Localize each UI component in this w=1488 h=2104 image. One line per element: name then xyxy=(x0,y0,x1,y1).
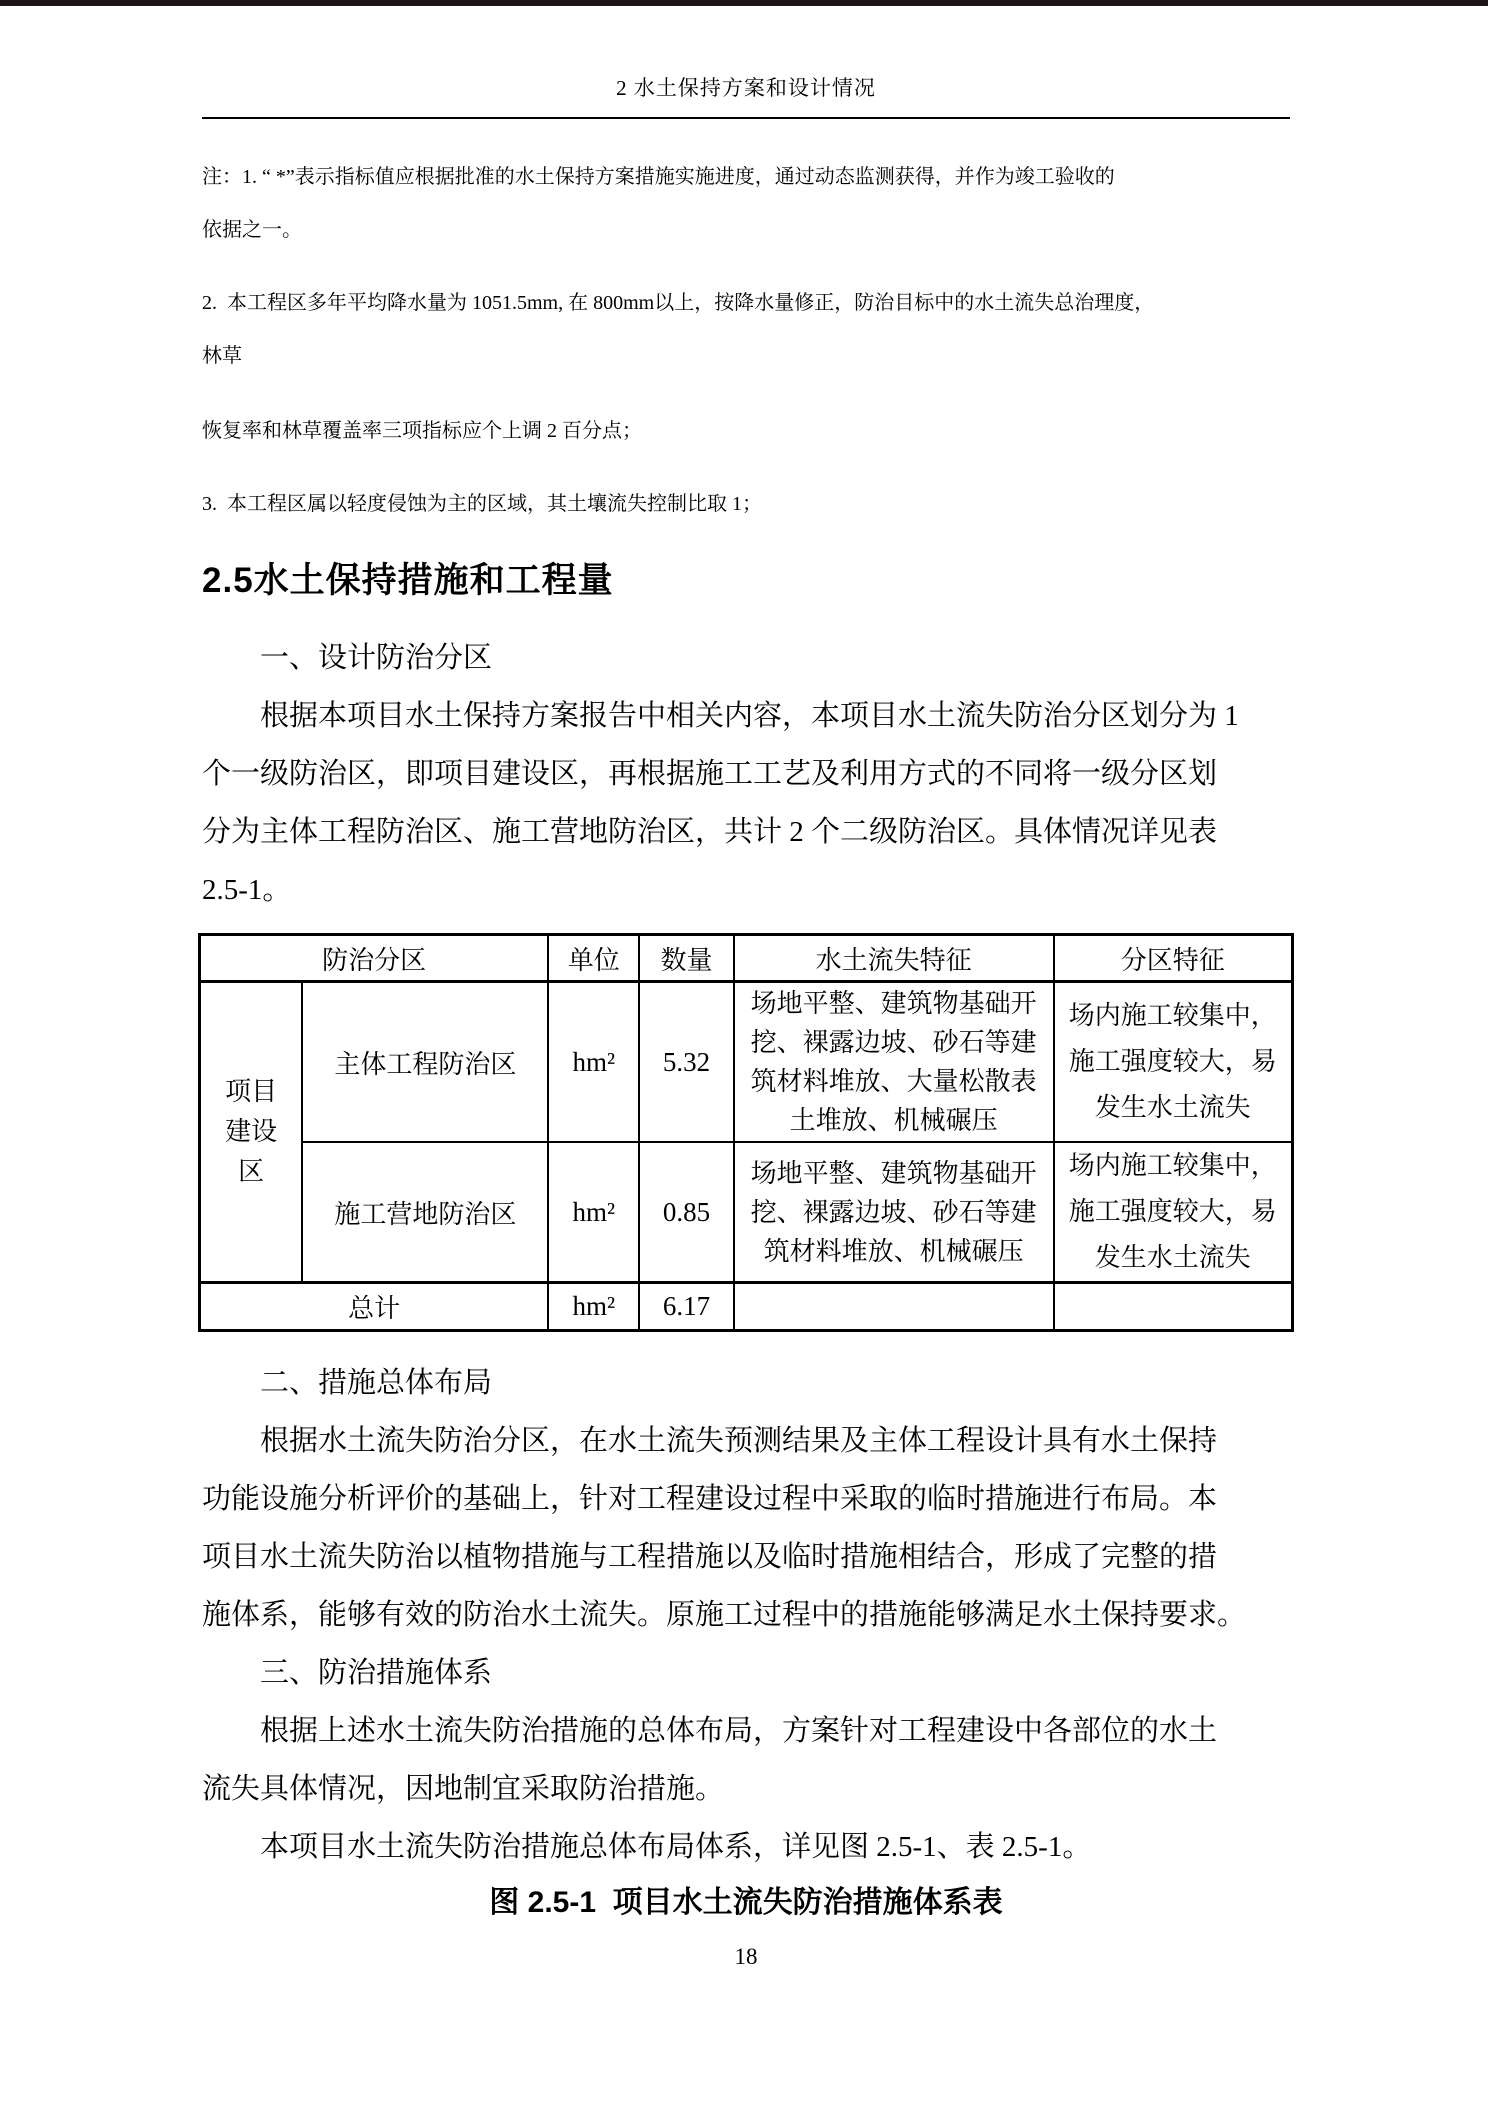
subsection-design-zoning: 一、设计防治分区 xyxy=(260,642,493,674)
group-label-line: 项目 xyxy=(225,1077,278,1106)
cell-qty: 5.32 xyxy=(639,982,734,1143)
page-number: 18 xyxy=(734,1944,758,1969)
subsection-overall-layout: 二、措施总体布局 xyxy=(260,1367,493,1399)
cell-zone-name: 主体工程防治区 xyxy=(302,982,548,1143)
note-line: 注：1. “ *”表示指标值应根据批准的水土保持方案措施实施进度，通过动态监测获得，并作为竣工验收的 xyxy=(202,166,1115,188)
paragraph-line: 项目水土流失防治以植物措施与工程措施以及临时措施相结合，形成了完整的措 xyxy=(202,1541,1218,1573)
figure-caption: 图 2.5-1 项目水土流失防治措施体系表 xyxy=(489,1886,1003,1919)
note-line: 依据之一。 xyxy=(202,219,302,241)
col-header-zone-feature: 分区特征 xyxy=(1054,935,1293,982)
header-rule xyxy=(202,117,1290,119)
paragraph-measures xyxy=(202,1702,1290,1818)
paragraph-line: 个一级防治区，即项目建设区，再根据施工工艺及利用方式的不同将一级分区划 xyxy=(202,758,1218,790)
cell-unit: hm² xyxy=(548,1142,639,1283)
running-header: 2 水土保持方案和设计情况 xyxy=(616,76,876,100)
table-row xyxy=(200,1142,1293,1283)
row-group-label xyxy=(200,982,303,1283)
note-line: 恢复率和林草覆盖率三项指标应个上调 2 百分点； xyxy=(202,420,642,442)
col-header-qty: 数量 xyxy=(639,935,734,982)
cell-qty: 0.85 xyxy=(639,1142,734,1283)
notes-block xyxy=(202,151,1290,531)
paragraph-reference: 本项目水土流失防治措施总体布局体系，详见图 2.5-1、表 2.5-1。 xyxy=(260,1831,1092,1863)
section-heading: 2.5水土保持措施和工程量 xyxy=(202,561,614,600)
cell-qty: 6.17 xyxy=(639,1283,734,1331)
cell-feature: 场地平整、建筑物基础开挖、裸露边坡、砂石等建筑材料堆放、大量松散表土堆放、机械碾压 xyxy=(734,982,1054,1143)
subsection-measure-system: 三、防治措施体系 xyxy=(260,1657,493,1689)
cell-zone-feature: 场内施工较集中，施工强度较大，易发生水土流失 xyxy=(1054,1142,1293,1283)
col-header-unit: 单位 xyxy=(548,935,639,982)
paragraph-line: 功能设施分析评价的基础上，针对工程建设过程中采取的临时措施进行布局。本 xyxy=(202,1483,1218,1515)
paragraph-line: 根据水土流失防治分区，在水土流失预测结果及主体工程设计具有水土保持 xyxy=(260,1425,1218,1457)
scan-edge-strip xyxy=(0,0,1488,6)
paragraph-line: 流失具体情况，因地制宜采取防治措施。 xyxy=(202,1773,725,1805)
paragraph-zoning xyxy=(202,687,1290,919)
cell-feature: 场地平整、建筑物基础开挖、裸露边坡、砂石等建筑材料堆放、机械碾压 xyxy=(734,1142,1054,1283)
table-total-row xyxy=(200,1283,1293,1331)
paragraph-layout xyxy=(202,1412,1290,1644)
paragraph-line: 施体系，能够有效的防治水土流失。原施工过程中的措施能够满足水土保持要求。 xyxy=(202,1599,1247,1631)
paragraph-line: 根据本项目水土保持方案报告中相关内容，本项目水土流失防治分区划分为 1 xyxy=(260,700,1239,732)
paragraph-line: 分为主体工程防治区、施工营地防治区，共计 2 个二级防治区。具体情况详见表 xyxy=(202,816,1218,848)
col-header-zone: 防治分区 xyxy=(200,935,549,982)
col-header-feature: 水土流失特征 xyxy=(734,935,1054,982)
cell-zone-feature: 场内施工较集中，施工强度较大，易发生水土流失 xyxy=(1054,982,1293,1143)
table-row xyxy=(200,982,1293,1143)
note-line: 2. 本工程区多年平均降水量为 1051.5mm, 在 800mm以上，按降水量修正，防治目标中的水土流失总治理度， xyxy=(202,292,1155,314)
note-line: 3. 本工程区属以轻度侵蚀为主的区域，其土壤流失控制比取 1； xyxy=(202,493,762,515)
group-label-line: 区 xyxy=(238,1157,265,1186)
cell-unit: hm² xyxy=(548,982,639,1143)
paragraph-line: 根据上述水土流失防治措施的总体布局，方案针对工程建设中各部位的水土 xyxy=(260,1715,1218,1747)
table-header-row xyxy=(200,935,1293,982)
note-line: 林草 xyxy=(202,345,242,367)
cell-zone-feature xyxy=(1054,1283,1293,1331)
cell-feature xyxy=(734,1283,1054,1331)
zoning-table xyxy=(198,933,1294,1332)
cell-zone-name: 施工营地防治区 xyxy=(302,1142,548,1283)
cell-total-label: 总计 xyxy=(200,1283,549,1331)
paragraph-line: 2.5-1。 xyxy=(202,874,292,906)
group-label-line: 建设 xyxy=(225,1117,278,1146)
cell-unit: hm² xyxy=(548,1283,639,1331)
